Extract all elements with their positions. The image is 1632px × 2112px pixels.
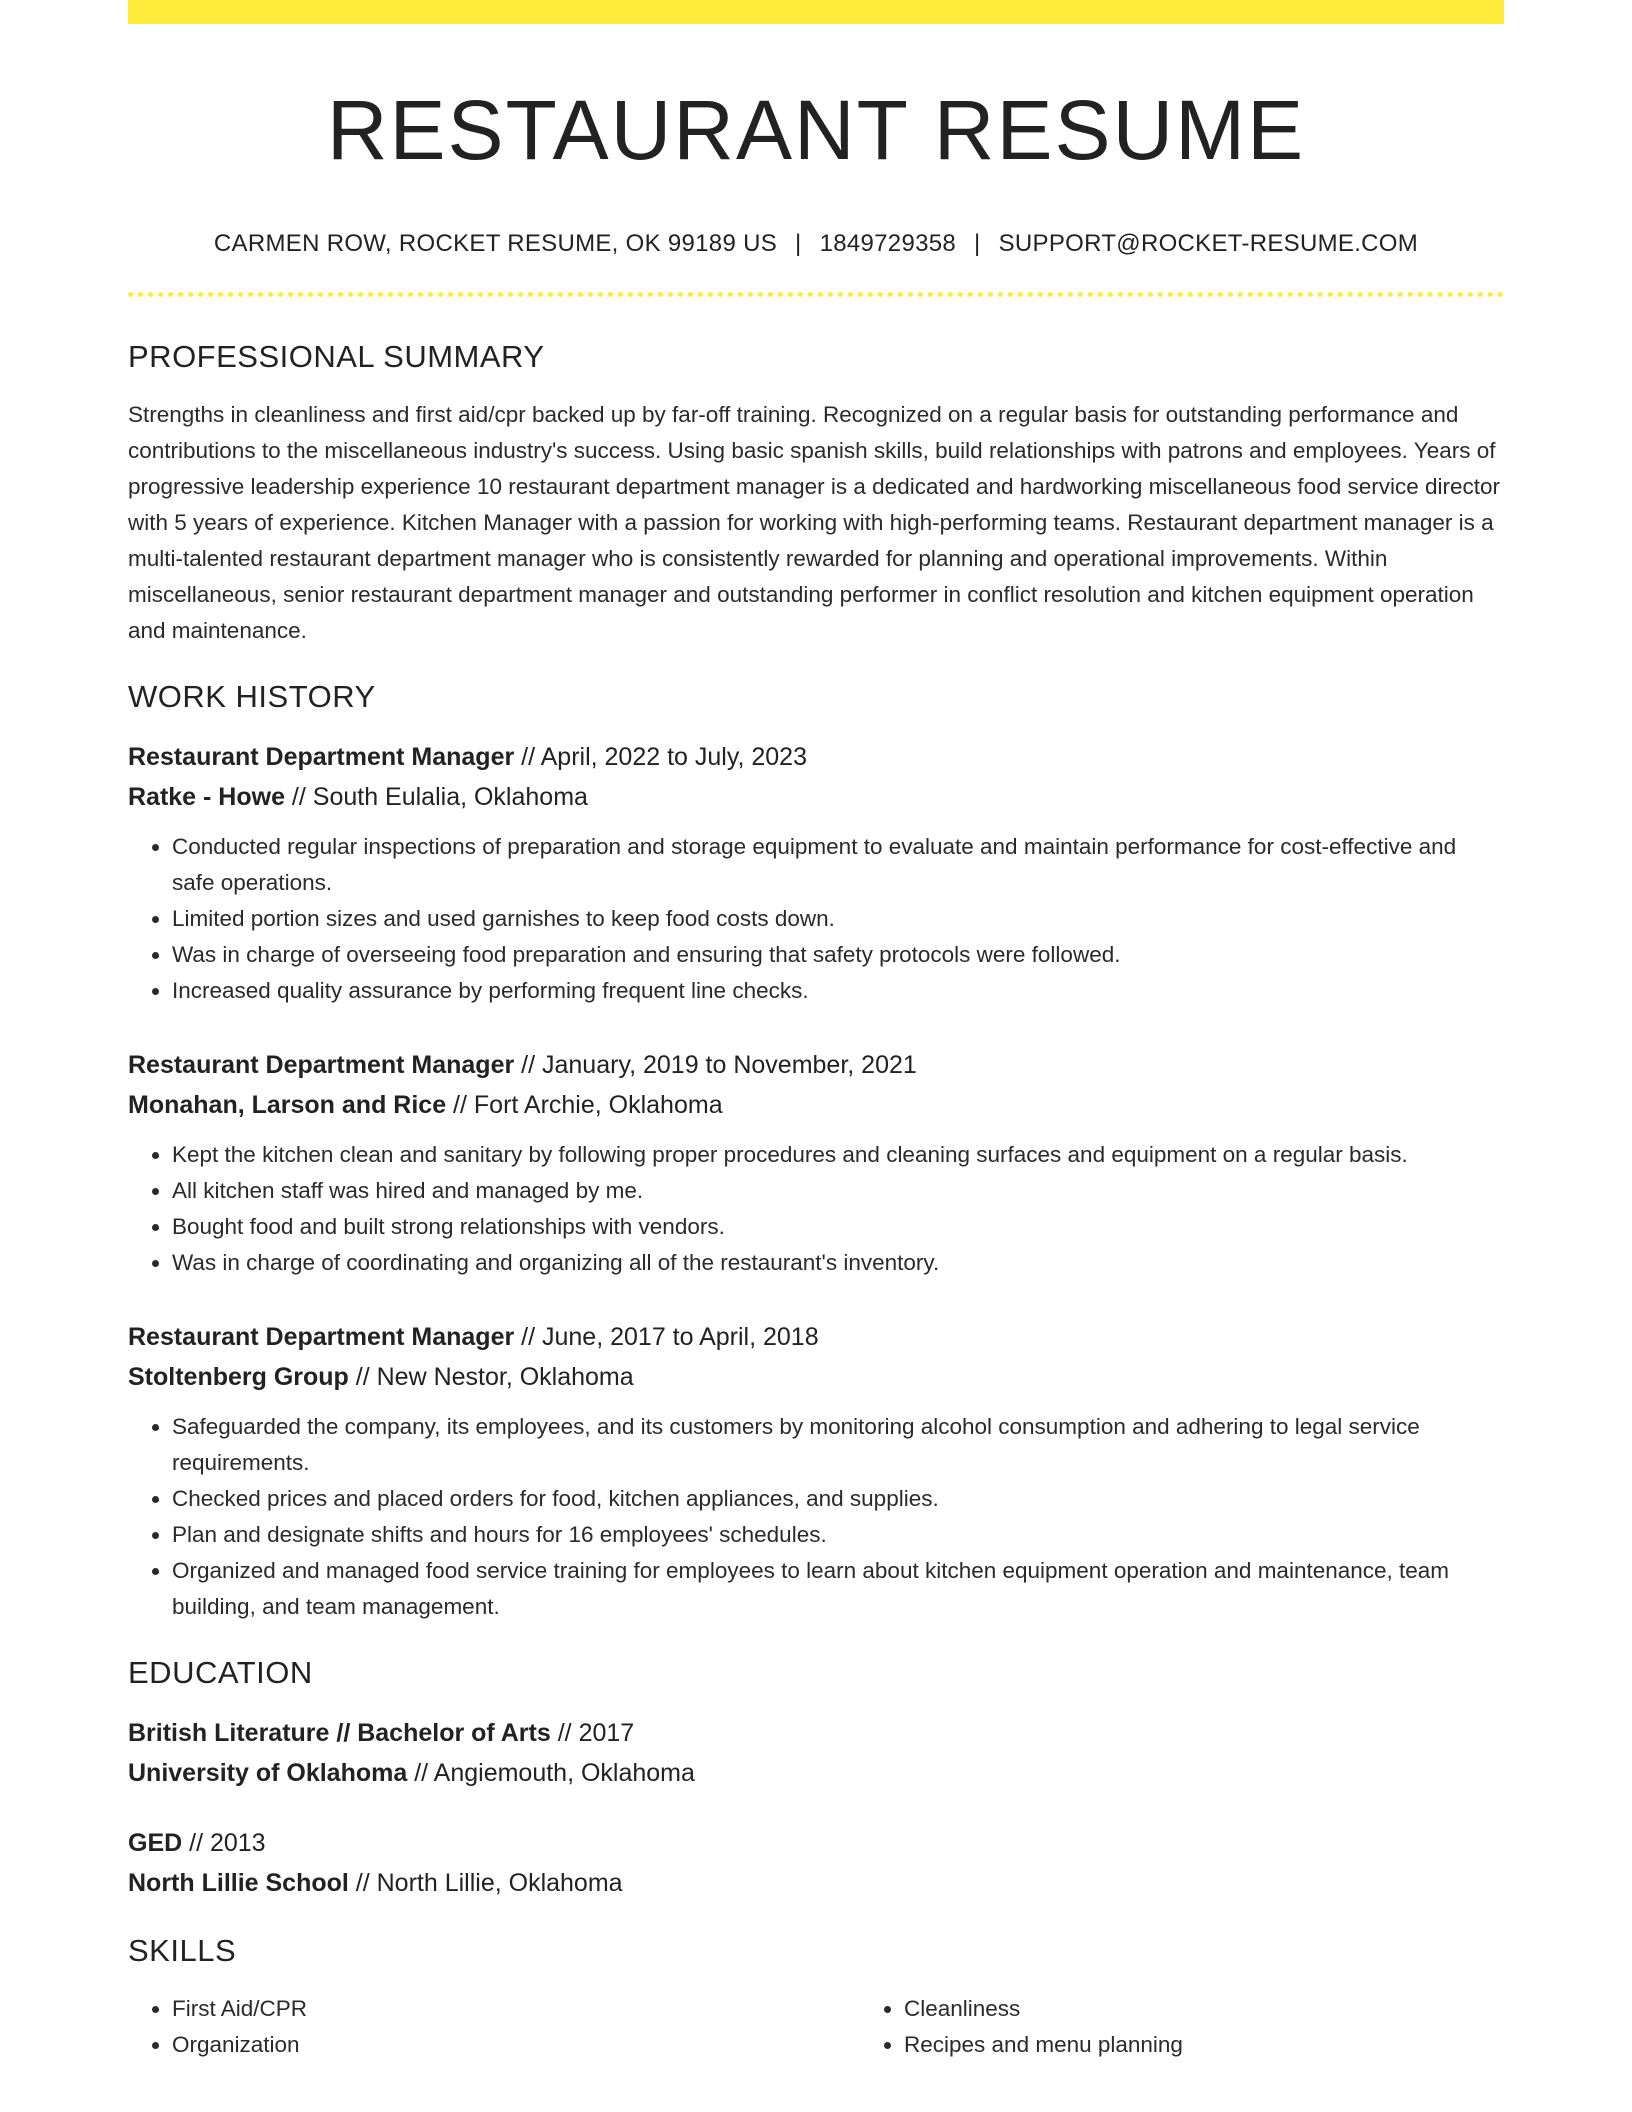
- list-item: • All kitchen staff was hired and managed by me.: [172, 1173, 1504, 1209]
- job-company: Stoltenberg Group: [128, 1363, 349, 1392]
- resume-title: RESTAURANT RESUME: [326, 83, 1306, 177]
- education-heading: EDUCATION: [128, 1655, 313, 1691]
- contact-separator: |: [795, 230, 802, 258]
- education-entry: [128, 1713, 1504, 1793]
- job-company-line: [128, 1085, 1504, 1125]
- job-title: Restaurant Department Manager: [128, 743, 515, 772]
- job-entry: [128, 1317, 1504, 1625]
- education-school: University of Oklahoma: [128, 1759, 408, 1788]
- job-company: Monahan, Larson and Rice: [128, 1091, 447, 1120]
- education-degree-line: [128, 1823, 1504, 1863]
- job-title: Restaurant Department Manager: [128, 1323, 515, 1352]
- dotted-divider: [128, 292, 1504, 297]
- list-item: • Was in charge of coordinating and organizing all of the restaurant's inventory.: [172, 1245, 1504, 1281]
- job-company-line: [128, 777, 1504, 817]
- job-dates: // June, 2017 to April, 2018: [514, 1323, 819, 1352]
- job-company-line: [128, 1357, 1504, 1397]
- job-dates: // January, 2019 to November, 2021: [514, 1051, 917, 1080]
- education-school-line: [128, 1863, 1504, 1903]
- list-item: • First Aid/CPR: [172, 1991, 860, 2027]
- contact-line: [128, 230, 1504, 258]
- job-title-line: [128, 1045, 1504, 1085]
- education-degree: British Literature // Bachelor of Arts: [128, 1719, 551, 1748]
- job-entry: [128, 737, 1504, 1009]
- skills-list: [128, 1991, 1504, 2063]
- summary-text: Strengths in cleanliness and first aid/cpr backed up by far-off training. Recognized on a regular basis for outstanding performance and contributions to the miscellaneous industry's success. Using basic spanish skills, build relationships with patrons and employees. Years of progressive leadership experience 10 restaurant department manager is a dedicated and hardworking miscellaneous food service director with 5 years of experience. Kitchen Manager with a passion for working with high-performing teams. Restaurant department manager is a multi-talented restaurant department manager who is consistently rewarded for planning and operational improvements. Within miscellaneous, senior restaurant department manager and outstanding performer in conflict resolution and kitchen equipment operation and maintenance.: [128, 402, 1501, 644]
- contact-phone: 1849729358: [819, 230, 957, 258]
- accent-bar: [128, 0, 1504, 24]
- list-item: • Organized and managed food service training for employees to learn about kitchen equipment operation and maintenance, team building, and team management.: [172, 1553, 1504, 1625]
- education-location: // North Lillie, Oklahoma: [348, 1869, 623, 1898]
- contact-address: CARMEN ROW, ROCKET RESUME, OK 99189 US: [213, 230, 778, 258]
- job-bullets: [128, 1409, 1504, 1625]
- job-company: Ratke - Howe: [128, 783, 285, 812]
- list-item: • Limited portion sizes and used garnishes to keep food costs down.: [172, 901, 1504, 937]
- skills-column-right: [860, 1991, 1592, 2063]
- contact-email: SUPPORT@ROCKET-RESUME.COM: [998, 230, 1419, 258]
- list-item: • Organization: [172, 2027, 860, 2063]
- education-school: North Lillie School: [128, 1869, 349, 1898]
- job-entry: [128, 1045, 1504, 1281]
- job-title: Restaurant Department Manager: [128, 1051, 515, 1080]
- education-year: // 2013: [182, 1829, 266, 1858]
- job-location: // Fort Archie, Oklahoma: [446, 1091, 723, 1120]
- job-location: // New Nestor, Oklahoma: [348, 1363, 634, 1392]
- education-school-line: [128, 1753, 1504, 1793]
- skills-heading: SKILLS: [128, 1933, 237, 1969]
- job-dates: // April, 2022 to July, 2023: [514, 743, 807, 772]
- list-item: • Conducted regular inspections of preparation and storage equipment to evaluate and maintain performance for cost-effective and safe operations.: [172, 829, 1504, 901]
- list-item: • Plan and designate shifts and hours for 16 employees' schedules.: [172, 1517, 1504, 1553]
- job-location: // South Eulalia, Oklahoma: [284, 783, 588, 812]
- resume-page: [128, 0, 1504, 2063]
- work-history-heading: WORK HISTORY: [128, 679, 376, 715]
- education-location: // Angiemouth, Oklahoma: [407, 1759, 695, 1788]
- list-item: • Recipes and menu planning: [904, 2027, 1592, 2063]
- education-entry: [128, 1823, 1504, 1903]
- job-bullets: [128, 1137, 1504, 1281]
- list-item: • Safeguarded the company, its employees, and its customers by monitoring alcohol consumption and adhering to legal service requirements.: [172, 1409, 1504, 1481]
- skills-column-left: [128, 1991, 860, 2063]
- job-bullets: [128, 829, 1504, 1009]
- contact-separator: |: [974, 230, 981, 258]
- education-degree: GED: [128, 1829, 183, 1858]
- list-item: • Bought food and built strong relationships with vendors.: [172, 1209, 1504, 1245]
- summary-heading: PROFESSIONAL SUMMARY: [128, 339, 545, 375]
- list-item: • Cleanliness: [904, 1991, 1592, 2027]
- job-title-line: [128, 1317, 1504, 1357]
- education-year: // 2017: [550, 1719, 635, 1748]
- list-item: • Increased quality assurance by performing frequent line checks.: [172, 973, 1504, 1009]
- list-item: • Checked prices and placed orders for food, kitchen appliances, and supplies.: [172, 1481, 1504, 1517]
- job-title-line: [128, 737, 1504, 777]
- education-degree-line: [128, 1713, 1504, 1753]
- list-item: • Was in charge of overseeing food preparation and ensuring that safety protocols were followed.: [172, 937, 1504, 973]
- list-item: • Kept the kitchen clean and sanitary by following proper procedures and cleaning surfaces and equipment on a regular basis.: [172, 1137, 1504, 1173]
